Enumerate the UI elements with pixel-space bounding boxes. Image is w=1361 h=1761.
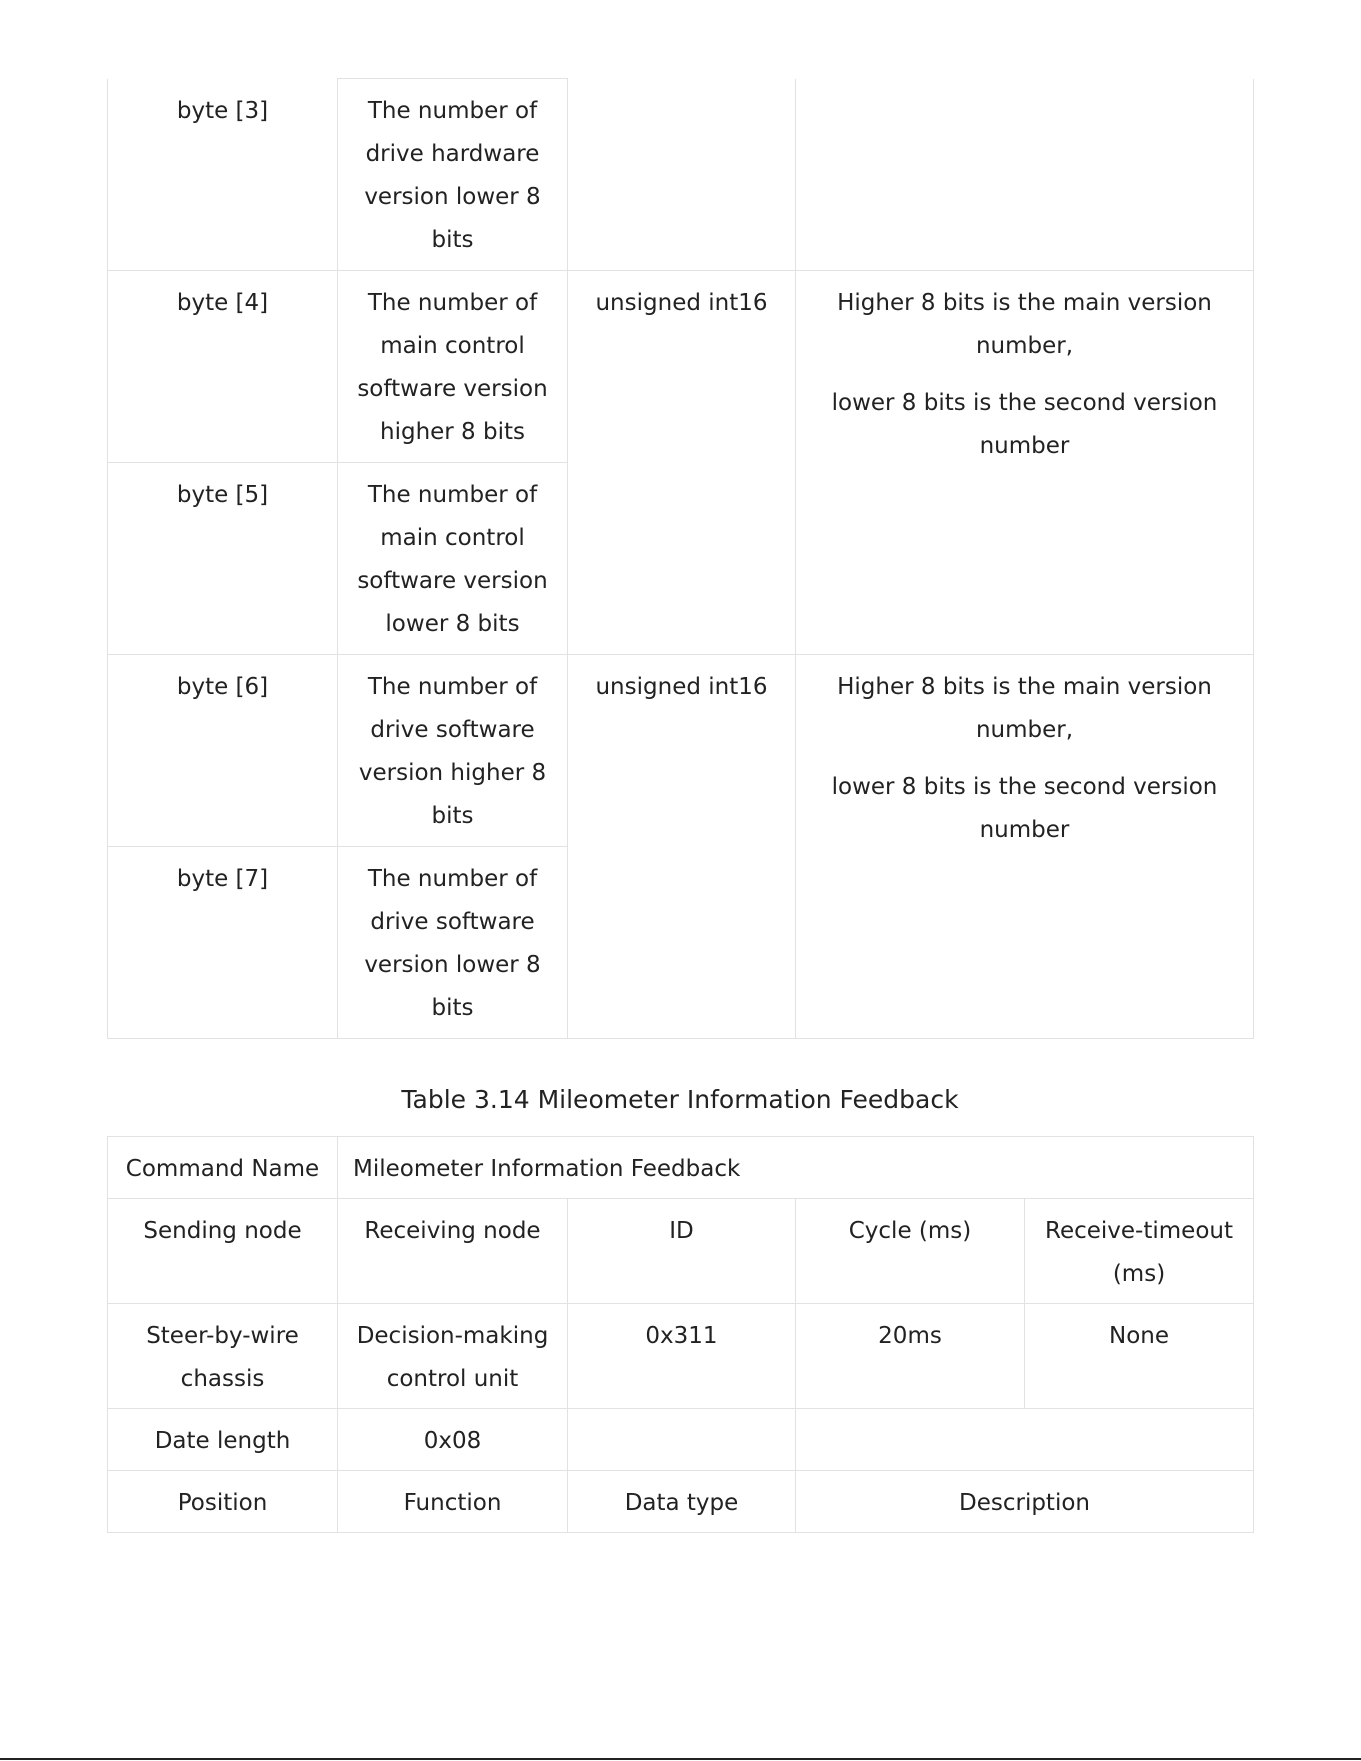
table-row (108, 1304, 1254, 1409)
description-line: Higher 8 bits is the main version number, (837, 674, 1212, 743)
mileometer-feedback-table (107, 1136, 1254, 1533)
field-header-position: Position (108, 1471, 338, 1533)
field-header-data-type: Data type (568, 1471, 796, 1533)
function-cell: The number of main control software version lower 8 bits (338, 463, 568, 655)
date-length-label: Date length (108, 1409, 338, 1471)
function-cell: The number of main control software version higher 8 bits (338, 271, 568, 463)
header-cell: Receive-timeout (ms) (1025, 1199, 1254, 1304)
page-bottom-rule (0, 1758, 1361, 1760)
command-name-value: Mileometer Information Feedback (338, 1137, 1254, 1199)
data-type-cell: unsigned int16 (568, 655, 796, 1039)
header-cell: ID (568, 1199, 796, 1304)
data-type-cell (568, 79, 796, 271)
description-cell (796, 655, 1254, 1039)
table-caption: Table 3.14 Mileometer Information Feedback (401, 1085, 959, 1114)
value-cell: Steer-by-wire chassis (108, 1304, 338, 1409)
date-length-value: 0x08 (338, 1409, 568, 1471)
value-cell: Decision-making control unit (338, 1304, 568, 1409)
header-cell: Sending node (108, 1199, 338, 1304)
position-cell: byte [5] (108, 463, 338, 655)
field-header-function: Function (338, 1471, 568, 1533)
description-line: lower 8 bits is the second version number (831, 390, 1218, 459)
function-cell: The number of drive hardware version lower 8 bits (338, 79, 568, 271)
function-cell: The number of drive software version higher 8 bits (338, 655, 568, 847)
position-cell: byte [7] (108, 847, 338, 1039)
table-row (108, 79, 1254, 271)
position-cell: byte [6] (108, 655, 338, 847)
table-row (108, 655, 1254, 847)
table-row (108, 271, 1254, 463)
table-row (108, 1471, 1254, 1533)
value-cell: 20ms (796, 1304, 1025, 1409)
empty-cell (568, 1409, 796, 1471)
table-row (108, 1409, 1254, 1471)
table-row (108, 1199, 1254, 1304)
description-line: lower 8 bits is the second version number (831, 774, 1218, 843)
table-row (108, 1137, 1254, 1199)
data-type-cell: unsigned int16 (568, 271, 796, 655)
empty-cell (796, 1409, 1254, 1471)
field-header-description: Description (796, 1471, 1254, 1533)
function-cell: The number of drive software version lower 8 bits (338, 847, 568, 1039)
value-cell: None (1025, 1304, 1254, 1409)
description-line: Higher 8 bits is the main version number, (837, 290, 1212, 359)
header-cell: Cycle (ms) (796, 1199, 1025, 1304)
command-name-label: Command Name (108, 1137, 338, 1199)
description-cell (796, 271, 1254, 655)
header-cell: Receiving node (338, 1199, 568, 1304)
position-cell: byte [4] (108, 271, 338, 463)
value-cell: 0x311 (568, 1304, 796, 1409)
position-cell: byte [3] (108, 79, 338, 271)
description-cell (796, 79, 1254, 271)
version-table-continued (107, 78, 1254, 1039)
